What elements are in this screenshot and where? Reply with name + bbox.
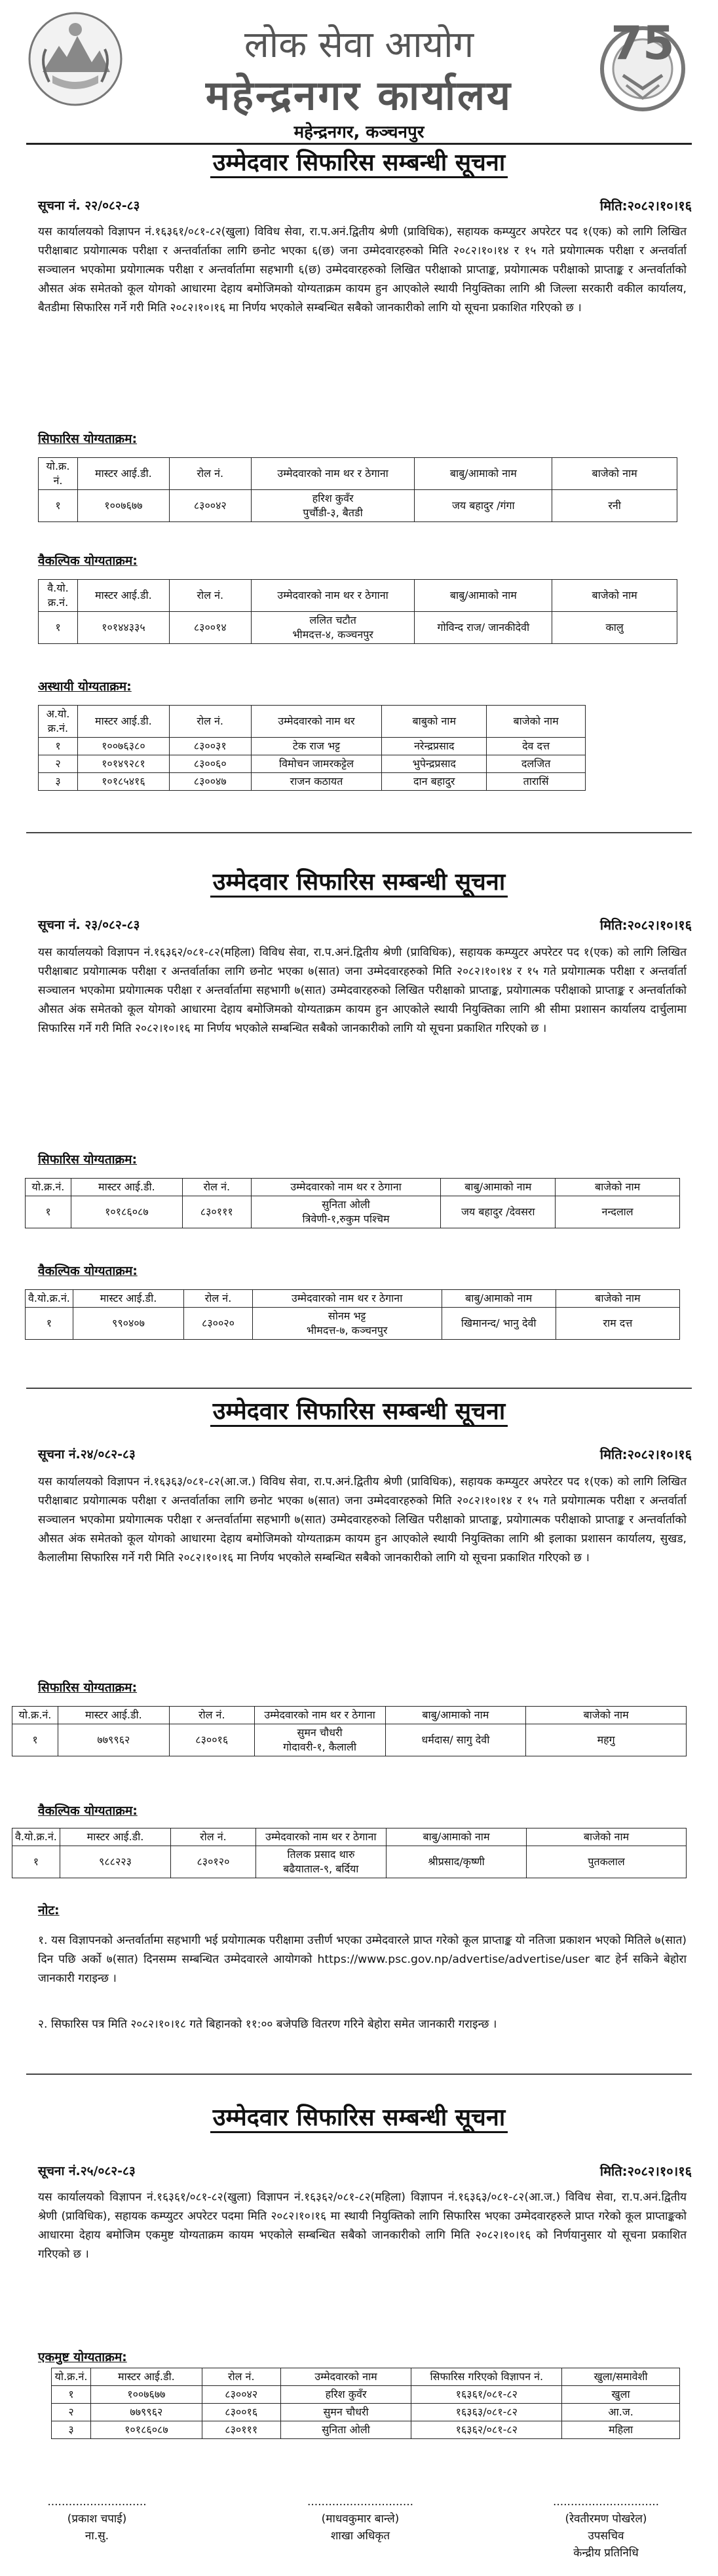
signature-3-dots: ..............................	[552, 2495, 660, 2509]
table-cell: ७७९९६२	[58, 1724, 169, 1756]
column-header: उम्मेदवारको नाम थर र ठेगाना	[255, 1828, 386, 1846]
table-cell: ८३०१११	[182, 1196, 251, 1228]
text-line: भीमदत्त-४, कञ्चनपुर	[292, 628, 373, 641]
column-header: मास्टर आई.डी.	[58, 1707, 169, 1724]
table-cell: १०१४९२८१	[77, 755, 169, 773]
signature-3	[524, 2493, 688, 2562]
notice-4-date: मिति:२०८२।१०।१६	[599, 2163, 692, 2179]
table-cell: नरेन्द्रप्रसाद	[382, 738, 487, 755]
signature-1-title: ना.सु.	[85, 2529, 109, 2543]
table-row	[39, 612, 677, 644]
column-header: वै.यो.क्र.नं.	[12, 1828, 60, 1846]
table-cell: ८३००१४	[169, 612, 251, 644]
signature-1-name: (प्रकाश चपाई)	[67, 2512, 127, 2526]
notice-3-alternate-table	[12, 1828, 687, 1878]
table-cell: पुतकलाल	[527, 1846, 687, 1878]
table-cell: ९८८२२३	[60, 1846, 170, 1878]
text-line: सुनिता ओली	[322, 1198, 370, 1211]
notice-1-table-3-heading: अस्थायी योग्यताक्रम:	[38, 679, 132, 694]
table-cell: १०१८६०८७	[71, 1196, 182, 1228]
column-header: मास्टर आई.डी.	[73, 1290, 183, 1308]
table-row	[26, 1308, 680, 1340]
table-cell: ३	[39, 773, 78, 791]
table-cell: कालु	[552, 612, 677, 644]
column-header: उम्मेदवारको नाम थर र ठेगाना	[252, 1290, 442, 1308]
column-header: बाजेको नाम	[526, 1707, 687, 1724]
table-row	[39, 738, 586, 755]
letterhead	[26, 7, 692, 141]
table-cell: १६३६३/०८१-८२	[411, 2404, 562, 2421]
column-header: बाजेको नाम	[527, 1828, 687, 1846]
column-header: उम्मेदवारको नाम थर र ठेगाना	[254, 1707, 385, 1724]
text-line: बढैयाताल-९, बर्दिया	[283, 1863, 359, 1875]
table-cell: १६३६१/०८१-८२	[411, 2386, 562, 2404]
table-cell: १	[26, 1308, 73, 1340]
table-cell: ८३००६०	[169, 755, 251, 773]
table-cell: ८३००१६	[169, 1724, 254, 1756]
table-cell: ९९०४०७	[73, 1308, 183, 1340]
notice-1-date: मिति:२०८२।१०।१६	[599, 198, 692, 214]
column-header: रोल नं.	[169, 580, 251, 612]
table-cell: १०१८६०८७	[90, 2421, 202, 2439]
signature-2-title: शाखा अधिकृत	[330, 2529, 390, 2543]
column-header: मास्टर आई.डी.	[77, 580, 169, 612]
notice-2-title: उम्मेदवार सिफारिस सम्बन्धी सूचना	[0, 865, 718, 897]
table-cell: सुमन चौधरी	[280, 2404, 411, 2421]
column-header: बाजेको नाम	[552, 580, 677, 612]
table-cell: २	[39, 755, 78, 773]
column-header: रोल नं.	[169, 1707, 254, 1724]
column-header: बाजेको नाम	[552, 458, 677, 490]
text-line: भीमदत्त-७, कञ्चनपुर	[306, 1324, 388, 1336]
table-cell: १	[39, 490, 78, 522]
notice-1-ref: सूचना नं. २२/०८२-८३	[38, 199, 140, 213]
table-cell: महगु	[526, 1724, 687, 1756]
table-cell: नन्दलाल	[556, 1196, 680, 1228]
column-header: रोल नं.	[184, 1290, 253, 1308]
column-header: यो.क्र.नं.	[52, 2368, 91, 2386]
column-header: उम्मेदवारको नाम थर र ठेगाना	[251, 458, 415, 490]
signature-2-name: (माधवकुमार बान्ले)	[321, 2512, 400, 2526]
notice-1-body: यस कार्यालयको विज्ञापन नं.१६३६१/०८१-८२(खुला) विविध सेवा, रा.प.अनं.द्वितीय श्रेणी (प्राविधिक), सहायक कम्प्युटर अपरेटर पद १(एक) को लागि लिखित परीक्षाबाट प्रयोगात्मक परीक्षा र अन्तर्वार्ताका लागि छनोट भएका ६(छ) जना उम्मेदवारहरुको मिति २०८२।१०।१४ र १५ गते प्रयोगात्मक परीक्षा र अन्तर्वार्ता सञ्चालन भएकोमा प्रयोगात्मक परीक्षा र अन्तर्वार्तामा सहभागी ६(छ) उम्मेदवारहरुको लिखित परीक्षाको प्राप्ताङ्क, प्रयोगात्मक परीक्षाको प्राप्ताङ्क र अन्तर्वार्ताको औसत अंक समेतको कूल योगको आधारमा देहाय बमोजिमको योग्यताक्रम कायम हुन आएकोले स्थायी नियुक्तिका लागि श्री जिल्ला सरकारी वकील कार्यालय, बैतडीमा सिफारिस गर्ने गरी मिति २०८२।१०।१६ मा निर्णय भएकोले सम्बन्धित सबैको जानकारीको लागि यो सूचना प्रकाशित गरिएको छ ।	[38, 225, 687, 314]
table-cell: २	[52, 2404, 91, 2421]
column-header: खुला/समावेशी	[562, 2368, 680, 2386]
signature-2-dots: ..............................	[307, 2495, 414, 2509]
signature-3-title	[524, 2528, 688, 2562]
table-row	[52, 2386, 680, 2404]
column-header: उम्मेदवारको नाम	[280, 2368, 411, 2386]
column-header: मास्टर आई.डी.	[60, 1828, 170, 1846]
table-row	[39, 490, 677, 522]
notice-3-note-2: २. सिफारिस पत्र मिति २०८२।१०।१८ गते बिहानको ११:०० बजेपछि वितरण गरिने बेहोरा समेत जानकारी गराइन्छ ।	[38, 2018, 497, 2031]
table-cell	[252, 1308, 442, 1340]
signature-1	[25, 2493, 169, 2545]
table-cell: १०१४४३३५	[77, 612, 169, 644]
notice-3-recommended-table	[12, 1706, 687, 1756]
table-cell: दलजित	[487, 755, 586, 773]
table-header-row	[39, 706, 586, 738]
table-cell: दान बहादुर	[382, 773, 487, 791]
column-header: बाबु/आमाको नाम	[387, 1828, 527, 1846]
table-cell	[251, 1196, 441, 1228]
column-header: बाबु/आमाको नाम	[442, 1290, 556, 1308]
table-cell: १	[39, 612, 78, 644]
column-header: बाबुको नाम	[382, 706, 487, 738]
notice-1-table-1-heading: सिफारिस योग्यताक्रम:	[38, 432, 138, 446]
notice-4-ref: सूचना नं.२५/०८२-८३	[38, 2164, 136, 2178]
anniversary-number: 75	[611, 16, 675, 70]
table-cell: भुपेन्द्रप्रसाद	[382, 755, 487, 773]
notice-4-combined-table	[51, 2368, 680, 2439]
table-cell: रनी	[552, 490, 677, 522]
notice-1-title: उम्मेदवार सिफारिस सम्बन्धी सूचना	[0, 145, 718, 178]
column-header: वै.यो.क्र.नं.	[26, 1290, 73, 1308]
text-line: केन्द्रीय प्रतिनिधि	[573, 2547, 639, 2560]
column-header: बाजेको नाम	[556, 1179, 680, 1196]
column-header: अ.यो. क्र.नं.	[39, 706, 78, 738]
column-header: रोल नं.	[169, 458, 251, 490]
table-cell: ८३००४७	[169, 773, 251, 791]
text-line: पुर्चौडी-३, बैतडी	[303, 506, 363, 519]
column-header: मास्टर आई.डी.	[77, 706, 169, 738]
table-cell: १००७६३८०	[77, 738, 169, 755]
table-cell: १०१८५४१६	[77, 773, 169, 791]
column-header: बाबु/आमाको नाम	[415, 580, 552, 612]
table-cell: १	[12, 1846, 60, 1878]
table-header-row	[26, 1290, 680, 1308]
column-header: मास्टर आई.डी.	[71, 1179, 182, 1196]
notice-2-ref: सूचना नं. २३/०८२-८३	[38, 918, 140, 932]
table-cell: ८३०१११	[202, 2421, 280, 2439]
table-cell: १००७६७७	[90, 2386, 202, 2404]
anniversary-75-logo	[594, 7, 692, 118]
notice-4-title: उम्मेदवार सिफारिस सम्बन्धी सूचना	[0, 2100, 718, 2132]
table-row	[52, 2421, 680, 2439]
table-cell: ७७९९६२	[90, 2404, 202, 2421]
column-header: यो.क्र. नं.	[39, 458, 78, 490]
column-header: बाजेको नाम	[556, 1290, 679, 1308]
notice-1-temporary-table	[38, 705, 586, 791]
table-cell: सुनिता ओली	[280, 2421, 411, 2439]
table-cell: १	[39, 738, 78, 755]
table-cell: टेक राज भट्ट	[251, 738, 382, 755]
table-cell: विमोचन जामरकट्टेल	[251, 755, 382, 773]
text-line: त्रिवेणी-१,रुकुम पश्चिम	[302, 1213, 390, 1225]
table-cell: जय बहादुर /गंगा	[415, 490, 552, 522]
notice-2-table-1-heading: सिफारिस योग्यताक्रम:	[38, 1152, 138, 1167]
table-row	[39, 755, 586, 773]
column-header: बाजेको नाम	[487, 706, 586, 738]
column-header: बाबु/आमाको नाम	[385, 1707, 526, 1724]
column-header: मास्टर आई.डी.	[77, 458, 169, 490]
table-cell	[254, 1724, 385, 1756]
notice-4-body: यस कार्यालयको विज्ञापन नं.१६३६१/०८१-८२(खुला) विज्ञापन नं.१६३६२/०८१-८२(महिला) विज्ञापन नं.१६३६३/०८१-८२(आ.ज.) विविध सेवा, रा.प.अनं.द्वितीय श्रेणी (प्राविधिक), सहायक कम्प्युटर अपरेटर पदमा मिति २०८२।१०।१६ मा स्थायी नियुक्तिको लागि सिफारिस भएका उम्मेदवारहरुले प्राप्त गरेको कूल प्राप्ताङ्कको आधारमा देहाय बमोजिम एकमुष्ट योग्यताक्रम कायम भएकोले सम्बन्धित सबैको जानकारीको लागि मिति २०८२।१०।१६ को निर्णयानुसार यो सूचना प्रकाशित गरिएको छ ।	[38, 2191, 687, 2261]
notice-3-title: उम्मेदवार सिफारिस सम्बन्धी सूचना	[0, 1394, 718, 1426]
column-header: सिफारिस गरिएको विज्ञापन नं.	[411, 2368, 562, 2386]
table-cell: श्रीप्रसाद/कृष्णी	[387, 1846, 527, 1878]
notice-3-notes-heading: नोट:	[38, 1903, 60, 1918]
table-cell: महिला	[562, 2421, 680, 2439]
table-cell: ३	[52, 2421, 91, 2439]
table-cell: १००७६७७	[77, 490, 169, 522]
table-cell: राम दत्त	[556, 1308, 679, 1340]
notice-2-table-2-heading: वैकल्पिक योग्यताक्रम:	[38, 1264, 138, 1278]
notice-divider-1	[26, 832, 692, 833]
notice-2-alternate-table	[25, 1289, 680, 1340]
text-line: सुमन चौधरी	[297, 1726, 343, 1739]
column-header: बाबु/आमाको नाम	[441, 1179, 556, 1196]
table-cell	[255, 1846, 386, 1878]
table-row	[52, 2404, 680, 2421]
table-cell: खिमानन्द/ भानु देवी	[442, 1308, 556, 1340]
signature-2	[282, 2493, 439, 2545]
office-name: महेन्द्रनगर कार्यालय	[205, 71, 513, 119]
table-header-row	[39, 458, 677, 490]
table-cell: ८३००२०	[184, 1308, 253, 1340]
table-cell: ८३००३१	[169, 738, 251, 755]
column-header: रोल नं.	[182, 1179, 251, 1196]
table-cell	[251, 612, 415, 644]
table-row	[12, 1846, 687, 1878]
notice-2-date: मिति:२०८२।१०।१६	[599, 917, 692, 933]
column-header: वै.यो. क्र.नं.	[39, 580, 78, 612]
table-row	[26, 1196, 680, 1228]
table-row	[39, 773, 586, 791]
text-line: गोदावरी-१, कैलाली	[283, 1741, 357, 1753]
table-header-row	[39, 580, 677, 612]
table-cell	[251, 490, 415, 522]
notice-3-table-2-heading: वैकल्पिक योग्यताक्रम:	[38, 1804, 138, 1818]
column-header: रोल नं.	[169, 706, 251, 738]
table-cell: ८३००४२	[202, 2386, 280, 2404]
notice-3-body: यस कार्यालयको विज्ञापन नं.१६३६३/०८१-८२(आ.ज.) विविध सेवा, रा.प.अनं.द्वितीय श्रेणी (प्राविधिक), सहायक कम्प्युटर अपरेटर पद १(एक) को लागि लिखित परीक्षाबाट प्रयोगात्मक परीक्षा र अन्तर्वार्ताका लागि छनोट भएका ७(सात) जना उम्मेदवारहरुको मिति २०८२।१०।१४ र १५ गते प्रयोगात्मक परीक्षा र अन्तर्वार्ता सञ्चालन भएकोमा प्रयोगात्मक परीक्षा र अन्तर्वार्तामा सहभागी ७(सात) उम्मेदवारहरुको लिखित परीक्षाको प्राप्ताङ्क, प्रयोगात्मक परीक्षाको प्राप्ताङ्क र अन्तर्वार्ताको औसत अंक समेतको कूल योगको आधारमा देहाय बमोजिमको योग्यताक्रम कायम हुन आएकोले स्थायी नियुक्तिका लागि श्री इलाका प्रशासन कार्यालय, सुखड, कैलालीमा सिफारिस गर्ने गरी मिति २०८२।१०।१६ मा निर्णय भएकोले सम्बन्धित सबैको जानकारीको लागि यो सूचना प्रकाशित गरिएको छ ।	[38, 1475, 687, 1564]
signature-1-dots: ............................	[47, 2495, 147, 2509]
notice-1-recommended-table	[38, 457, 677, 522]
column-header: उम्मेदवारको नाम थर र ठेगाना	[251, 1179, 441, 1196]
commission-name: लोक सेवा आयोग	[244, 24, 474, 66]
table-cell: ८३००४२	[169, 490, 251, 522]
table-cell: ८३०१२०	[171, 1846, 256, 1878]
table-cell: खुला	[562, 2386, 680, 2404]
column-header: उम्मेदवारको नाम थर र ठेगाना	[251, 580, 415, 612]
text-line: हरिश कुवँर	[312, 492, 354, 504]
table-header-row	[12, 1828, 687, 1846]
column-header: यो.क्र.नं.	[26, 1179, 71, 1196]
table-cell: १	[52, 2386, 91, 2404]
table-header-row	[12, 1707, 687, 1724]
table-cell: तारासिं	[487, 773, 586, 791]
table-cell: राजन कठायत	[251, 773, 382, 791]
table-cell: आ.ज.	[562, 2404, 680, 2421]
notice-divider-3	[26, 2074, 692, 2075]
column-header: मास्टर आई.डी.	[90, 2368, 202, 2386]
column-header: बाबु/आमाको नाम	[415, 458, 552, 490]
text-line: ललित चटौत	[309, 614, 356, 626]
notice-3-ref: सूचना नं.२४/०८२-८३	[38, 1447, 136, 1462]
table-cell: १६३६२/०८१-८२	[411, 2421, 562, 2439]
header-divider	[26, 143, 692, 145]
table-cell: १	[26, 1196, 71, 1228]
table-cell: हरिश कुवँर	[280, 2386, 411, 2404]
table-cell: गोविन्द राज/ जानकीदेवी	[415, 612, 552, 644]
table-header-row	[52, 2368, 680, 2386]
notice-4-table-heading: एकमुष्ट योग्यताक्रम:	[38, 2350, 127, 2364]
column-header: यो.क्र.नं.	[12, 1707, 58, 1724]
notice-3-table-1-heading: सिफारिस योग्यताक्रम:	[38, 1680, 138, 1695]
notice-3-date: मिति:२०८२।१०।१६	[599, 1447, 692, 1462]
column-header: रोल नं.	[202, 2368, 280, 2386]
notice-2-body: यस कार्यालयको विज्ञापन नं.१६३६२/०८१-८२(महिला) विविध सेवा, रा.प.अनं.द्वितीय श्रेणी (प्राविधिक), सहायक कम्प्युटर अपरेटर पद १(एक) को लागि लिखित परीक्षाबाट प्रयोगात्मक परीक्षा र अन्तर्वार्ताका लागि छनोट भएका ७(सात) जना उम्मेदवारहरुको मिति २०८२।१०।१४ र १५ गते प्रयोगात्मक परीक्षा र अन्तर्वार्ता सञ्चालन भएकोमा प्रयोगात्मक परीक्षा र अन्तर्वार्तामा सहभागी ७(सात) उम्मेदवारहरुको लिखित परीक्षाको प्राप्ताङ्क, प्रयोगात्मक परीक्षाको प्राप्ताङ्क र अन्तर्वार्ताको औसत अंक समेतको कूल योगको आधारमा देहाय बमोजिमको योग्यताक्रम कायम हुन आएकोले स्थायी नियुक्तिका लागि श्री सीमा प्रशासन कार्यालय दार्चुलामा सिफारिस गर्ने गरी मिति २०८२।१०।१६ मा निर्णय भएकोले सम्बन्धित सबैको जानकारीको लागि यो सूचना प्रकाशित गरिएको छ ।	[38, 946, 687, 1035]
text-line: उपसचिव	[588, 2529, 624, 2543]
table-cell: धर्मदास/ सागु देवी	[385, 1724, 526, 1756]
notice-divider-2	[26, 1388, 692, 1389]
notice-2-recommended-table	[25, 1178, 680, 1228]
office-location: महेन्द्रनगर, कञ्चनपुर	[293, 123, 425, 142]
table-cell: देव दत्त	[487, 738, 586, 755]
table-header-row	[26, 1179, 680, 1196]
text-line: सोनम भट्ट	[328, 1310, 366, 1322]
notice-1-table-2-heading: वैकल्पिक योग्यताक्रम:	[38, 554, 138, 568]
column-header: रोल नं.	[171, 1828, 256, 1846]
text-line: तिलक प्रसाद थारु	[287, 1848, 355, 1861]
table-cell: १	[12, 1724, 58, 1756]
table-row	[12, 1724, 687, 1756]
table-cell: ८३००१६	[202, 2404, 280, 2421]
column-header: उम्मेदवारको नाम थर	[251, 706, 382, 738]
notice-1-alternate-table	[38, 579, 677, 644]
table-cell: जय बहादुर /देवसरा	[441, 1196, 556, 1228]
notice-3-note-1: १. यस विज्ञापनको अन्तर्वार्तामा सहभागी भई प्रयोगात्मक परीक्षामा उत्तीर्ण भएका उम्मेदवारले प्राप्त गरेको कूल प्राप्ताङ्क यो नतिजा प्रकाशन भएको मितिले ७(सात) दिन पछि अर्को ७(सात) दिनसम्म सम्बन्धित उम्मेदवारले आयोगको https://www.psc.gov.np/advertise/advertise/user बाट हेर्न सकिने बेहोरा जानकारी गराइन्छ ।	[38, 1934, 687, 1985]
signature-3-name: (रेवतीरमण पोखरेल)	[565, 2512, 647, 2526]
